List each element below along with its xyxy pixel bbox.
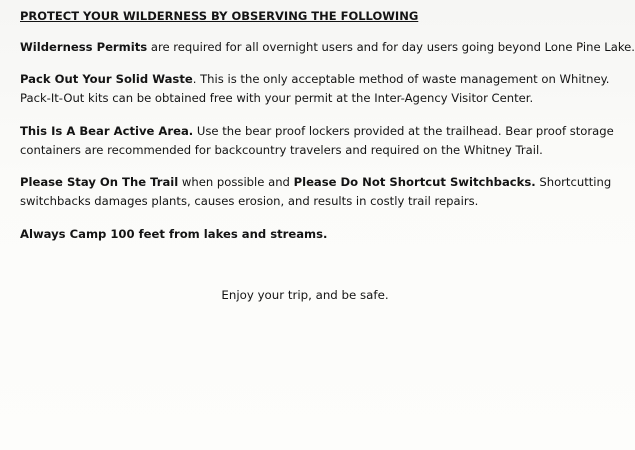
rule-bold-text: Pack Out Your Solid Waste	[20, 72, 193, 86]
rule-text: Use the bear proof lockers provided at the trailhead. Bear proof storage	[193, 124, 614, 138]
rule-wilderness-permits	[20, 38, 635, 57]
rule-line: containers are recommended for backcountry travelers and required on the Whitney Trail.	[20, 143, 543, 157]
rule-bold-text: Please Stay On The Trail	[20, 175, 179, 189]
rule-line: switchbacks damages plants, causes erosion, and results in costly trail repairs.	[20, 194, 479, 208]
rule-line	[20, 38, 635, 57]
rule-text: when possible and	[178, 175, 294, 189]
rule-bold-text: Always Camp 100 feet from lakes and streams.	[20, 227, 328, 241]
rule-pack-out-waste	[20, 70, 609, 108]
rule-camp-distance	[20, 225, 327, 244]
rule-line	[20, 122, 614, 141]
rule-bear-area	[20, 122, 614, 160]
rule-line	[20, 70, 609, 89]
rule-text: . This is the only acceptable method of waste management on Whitney.	[192, 72, 610, 86]
notice-heading: PROTECT YOUR WILDERNESS BY OBSERVING THE FOLLOWING	[20, 9, 419, 23]
rule-bold-text: This Is A Bear Active Area.	[20, 124, 194, 138]
rule-text: Shortcutting	[535, 175, 612, 189]
rule-line	[20, 173, 611, 192]
rule-bold-text: Please Do Not Shortcut Switchbacks.	[293, 175, 536, 189]
rule-text: are required for all overnight users and for day users going beyond Lone Pine Lake.	[147, 40, 635, 54]
rule-stay-on-trail	[20, 173, 611, 211]
closing-message: Enjoy your trip, and be safe.	[221, 288, 389, 302]
rule-bold-text: Wilderness Permits	[20, 40, 148, 54]
rule-line: Pack-It-Out kits can be obtained free with your permit at the Inter-Agency Visitor Center.	[20, 91, 534, 105]
